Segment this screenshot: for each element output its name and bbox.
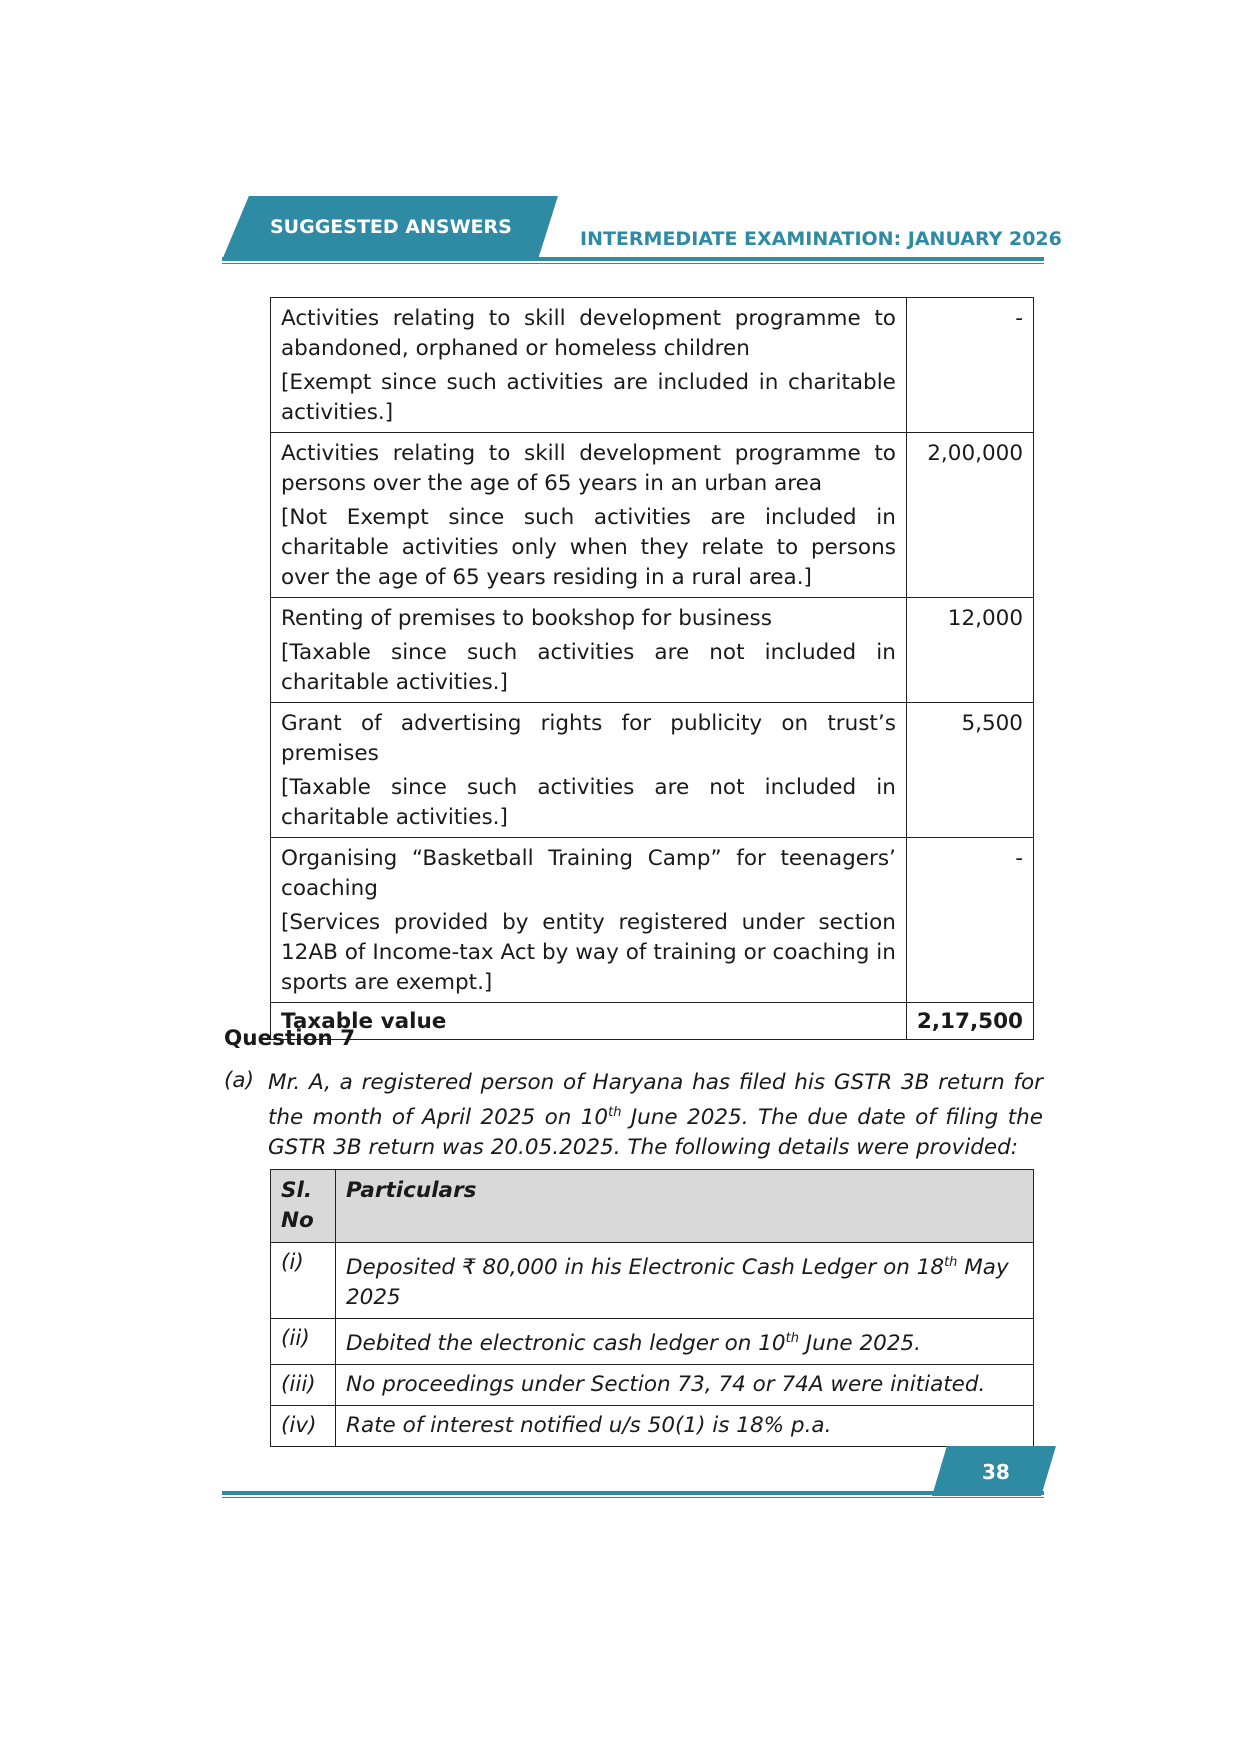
table-row (271, 298, 1034, 433)
row-description: Activities relating to skill development programme to abandoned, orphaned or homeless children (281, 306, 896, 361)
table-row (271, 598, 1034, 703)
particulars-sup: th (944, 1255, 958, 1270)
footer-rule-thin (222, 1497, 1044, 1498)
table-row (271, 433, 1034, 598)
header-particulars: Particulars (336, 1170, 1034, 1243)
header-sl-no: Sl. No (271, 1170, 336, 1243)
row-particulars (336, 1319, 1034, 1365)
particulars-text-end: May 2025 (346, 1255, 1009, 1311)
row-description-cell (271, 598, 907, 703)
question-text-sup: th (608, 1105, 622, 1120)
row-description-cell (271, 703, 907, 838)
total-amount: 2,17,500 (906, 1003, 1033, 1040)
row-particulars: Rate of interest notified u/s 50(1) is 18% p.a. (336, 1406, 1034, 1447)
details-table (270, 1169, 1034, 1447)
row-amount: - (906, 298, 1033, 433)
row-description-cell (271, 433, 907, 598)
row-amount: - (906, 838, 1033, 1003)
question-text-part1: Mr. A, a registered person of Haryana has filed his GSTR 3B return for the month of April 2025 on 10 (268, 1070, 1043, 1131)
question-text (268, 1068, 1043, 1163)
taxable-value-table (270, 297, 1034, 1040)
row-sl: (i) (271, 1243, 336, 1319)
table-row (271, 1406, 1034, 1447)
row-note: [Taxable since such activities are not included in charitable activities.] (281, 640, 896, 695)
table-row (271, 838, 1034, 1003)
row-description-cell (271, 838, 907, 1003)
row-amount: 2,00,000 (906, 433, 1033, 598)
row-note: [Taxable since such activities are not included in charitable activities.] (281, 775, 896, 830)
total-row (271, 1003, 1034, 1040)
row-amount: 5,500 (906, 703, 1033, 838)
particulars-text: Deposited ₹ 80,000 in his Electronic Cash Ledger on 18 (346, 1255, 945, 1281)
question-text-part2: June 2025. The due date of filing the GSTR 3B return was 20.05.2025. The following details were provided: (268, 1105, 1043, 1161)
row-description: Renting of premises to bookshop for business (281, 606, 772, 631)
header-title: INTERMEDIATE EXAMINATION: JANUARY 2026 (580, 228, 1062, 250)
details-header-row (271, 1170, 1034, 1243)
particulars-text: Debited the electronic cash ledger on 10 (346, 1331, 786, 1357)
page-number: 38 (982, 1460, 1010, 1484)
total-label: Taxable value (271, 1003, 907, 1040)
footer-rule (222, 1491, 1044, 1495)
row-description: Grant of advertising rights for publicity on trust’s premises (281, 711, 896, 766)
row-sl: (iv) (271, 1406, 336, 1447)
row-sl: (iii) (271, 1365, 336, 1406)
particulars-sup: th (785, 1331, 799, 1347)
row-note: [Not Exempt since such activities are included in charitable activities only when they relate to persons over the age of 65 years residing in a rural area.] (281, 505, 896, 590)
row-note: [Services provided by entity registered under section 12AB of Income-tax Act by way of training or coaching in sports are exempt.] (281, 910, 896, 995)
row-description-cell (271, 298, 907, 433)
row-description: Organising “Basketball Training Camp” for teenagers’ coaching (281, 846, 896, 901)
table-row (271, 1365, 1034, 1406)
table-row (271, 703, 1034, 838)
table-row (271, 1243, 1034, 1319)
row-sl: (ii) (271, 1319, 336, 1365)
question-part-label: (a) (224, 1068, 254, 1093)
row-description: Activities relating to skill development programme to persons over the age of 65 years in an urban area (281, 441, 896, 496)
header-rule-thin (222, 263, 1044, 264)
row-note: [Exempt since such activities are included in charitable activities.] (281, 370, 896, 425)
row-particulars: No proceedings under Section 73, 74 or 74A were initiated. (336, 1365, 1034, 1406)
question-heading: Question 7 (224, 1026, 356, 1051)
table-row (271, 1319, 1034, 1365)
row-particulars (336, 1243, 1034, 1319)
particulars-text-end: June 2025. (798, 1331, 922, 1357)
header-rule (222, 257, 1044, 261)
row-amount: 12,000 (906, 598, 1033, 703)
header-tab-label: SUGGESTED ANSWERS (270, 216, 512, 238)
